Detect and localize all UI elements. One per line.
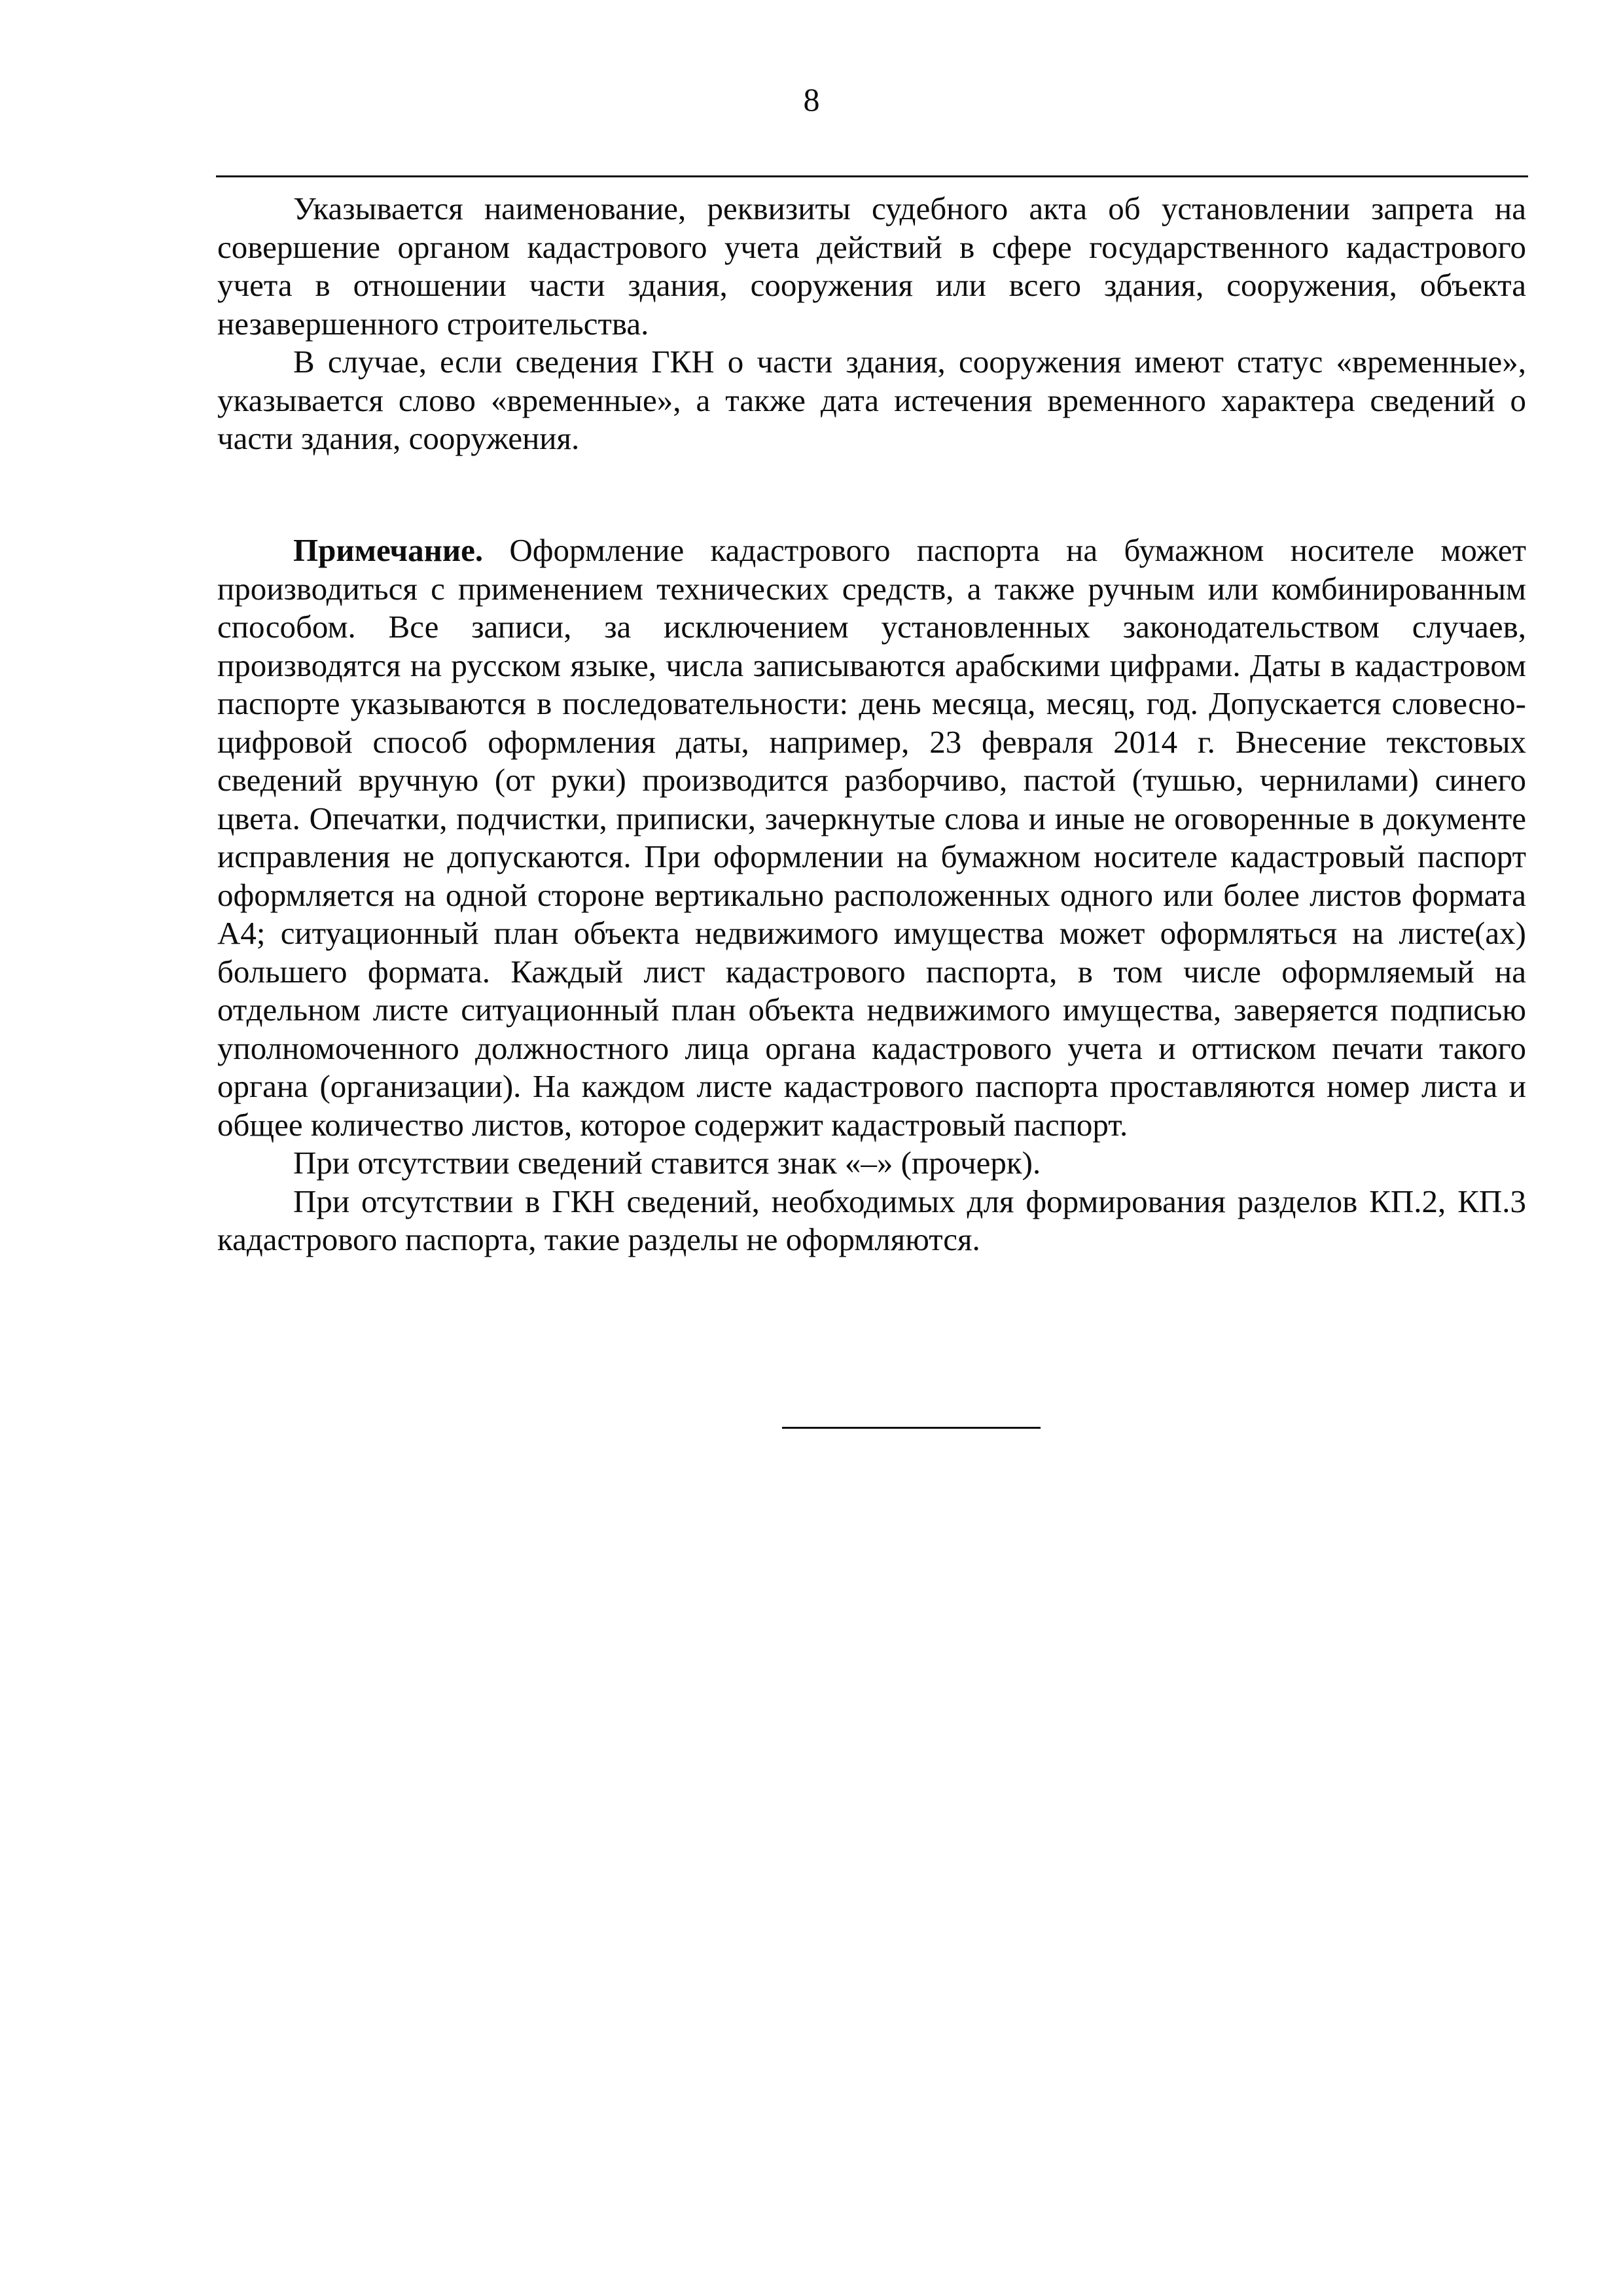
paragraph-absent-sections: При отсутствии в ГКН сведений, необходимых для формирования разделов КП.2, КП.3 кадастрового паспорта, такие разделы не оформляются. [217, 1183, 1526, 1257]
paragraph-court-act: Указывается наименование, реквизиты судебного акта об установлении запрета на совершение органом кадастрового учета действий в сфере государственного кадастрового учета в отношении части здания, сооружения или всего здания, сооружения, объекта незавершенного строительства. [217, 190, 1526, 342]
paragraph-absent-info: При отсутствии сведений ставится знак «–» (прочерк). [293, 1145, 1041, 1181]
top-divider [216, 175, 1528, 177]
page-number: 8 [803, 81, 820, 118]
section-text [217, 190, 1526, 458]
paragraph-temporary-status: В случае, если сведения ГКН о части здания, сооружения имеют статус «временные», указывается слово «временные», а также дата истечения временного характера сведений о части здания, сооружения. [217, 344, 1526, 456]
note-paragraph [217, 531, 1526, 1144]
end-divider [782, 1427, 1041, 1429]
note-section [217, 531, 1526, 1259]
note-text: Оформление кадастрового паспорта на бумажном носителе может производиться с применением технических средств, а также ручным или комбинированным способом. Все записи, за исключением установленных законодательством случаев, производятся на русском языке, числа записываются арабскими цифрами. Даты в кадастровом паспорте указываются в последовательности: день месяца, месяц, год. Допускается словесно-цифровой способ оформления даты, например, 23 февраля 2014 г. Внесение текстовых сведений вручную (от руки) производится разборчиво, пастой (тушью, чернилами) синего цвета. Опечатки, подчистки, приписки, зачеркнутые слова и иные не оговоренные в документе исправления не допускаются. При оформлении на бумажном носителе кадастровый паспорт оформляется на одной стороне вертикально расположенных одного или более листов формата А4; ситуационный план объекта недвижимого имущества может оформляться на листе(ах) большего формата. Каждый лист кадастрового паспорта, в том числе оформляемый на отдельном листе ситуационный план объекта недвижимого имущества, заверяется подписью уполномоченного должностного лица органа кадастрового учета и оттиском печати такого органа (организации). На каждом листе кадастрового паспорта проставляются номер листа и общее количество листов, которое содержит кадастровый паспорт. [217, 532, 1526, 1143]
note-label: Примечание. [293, 532, 484, 568]
